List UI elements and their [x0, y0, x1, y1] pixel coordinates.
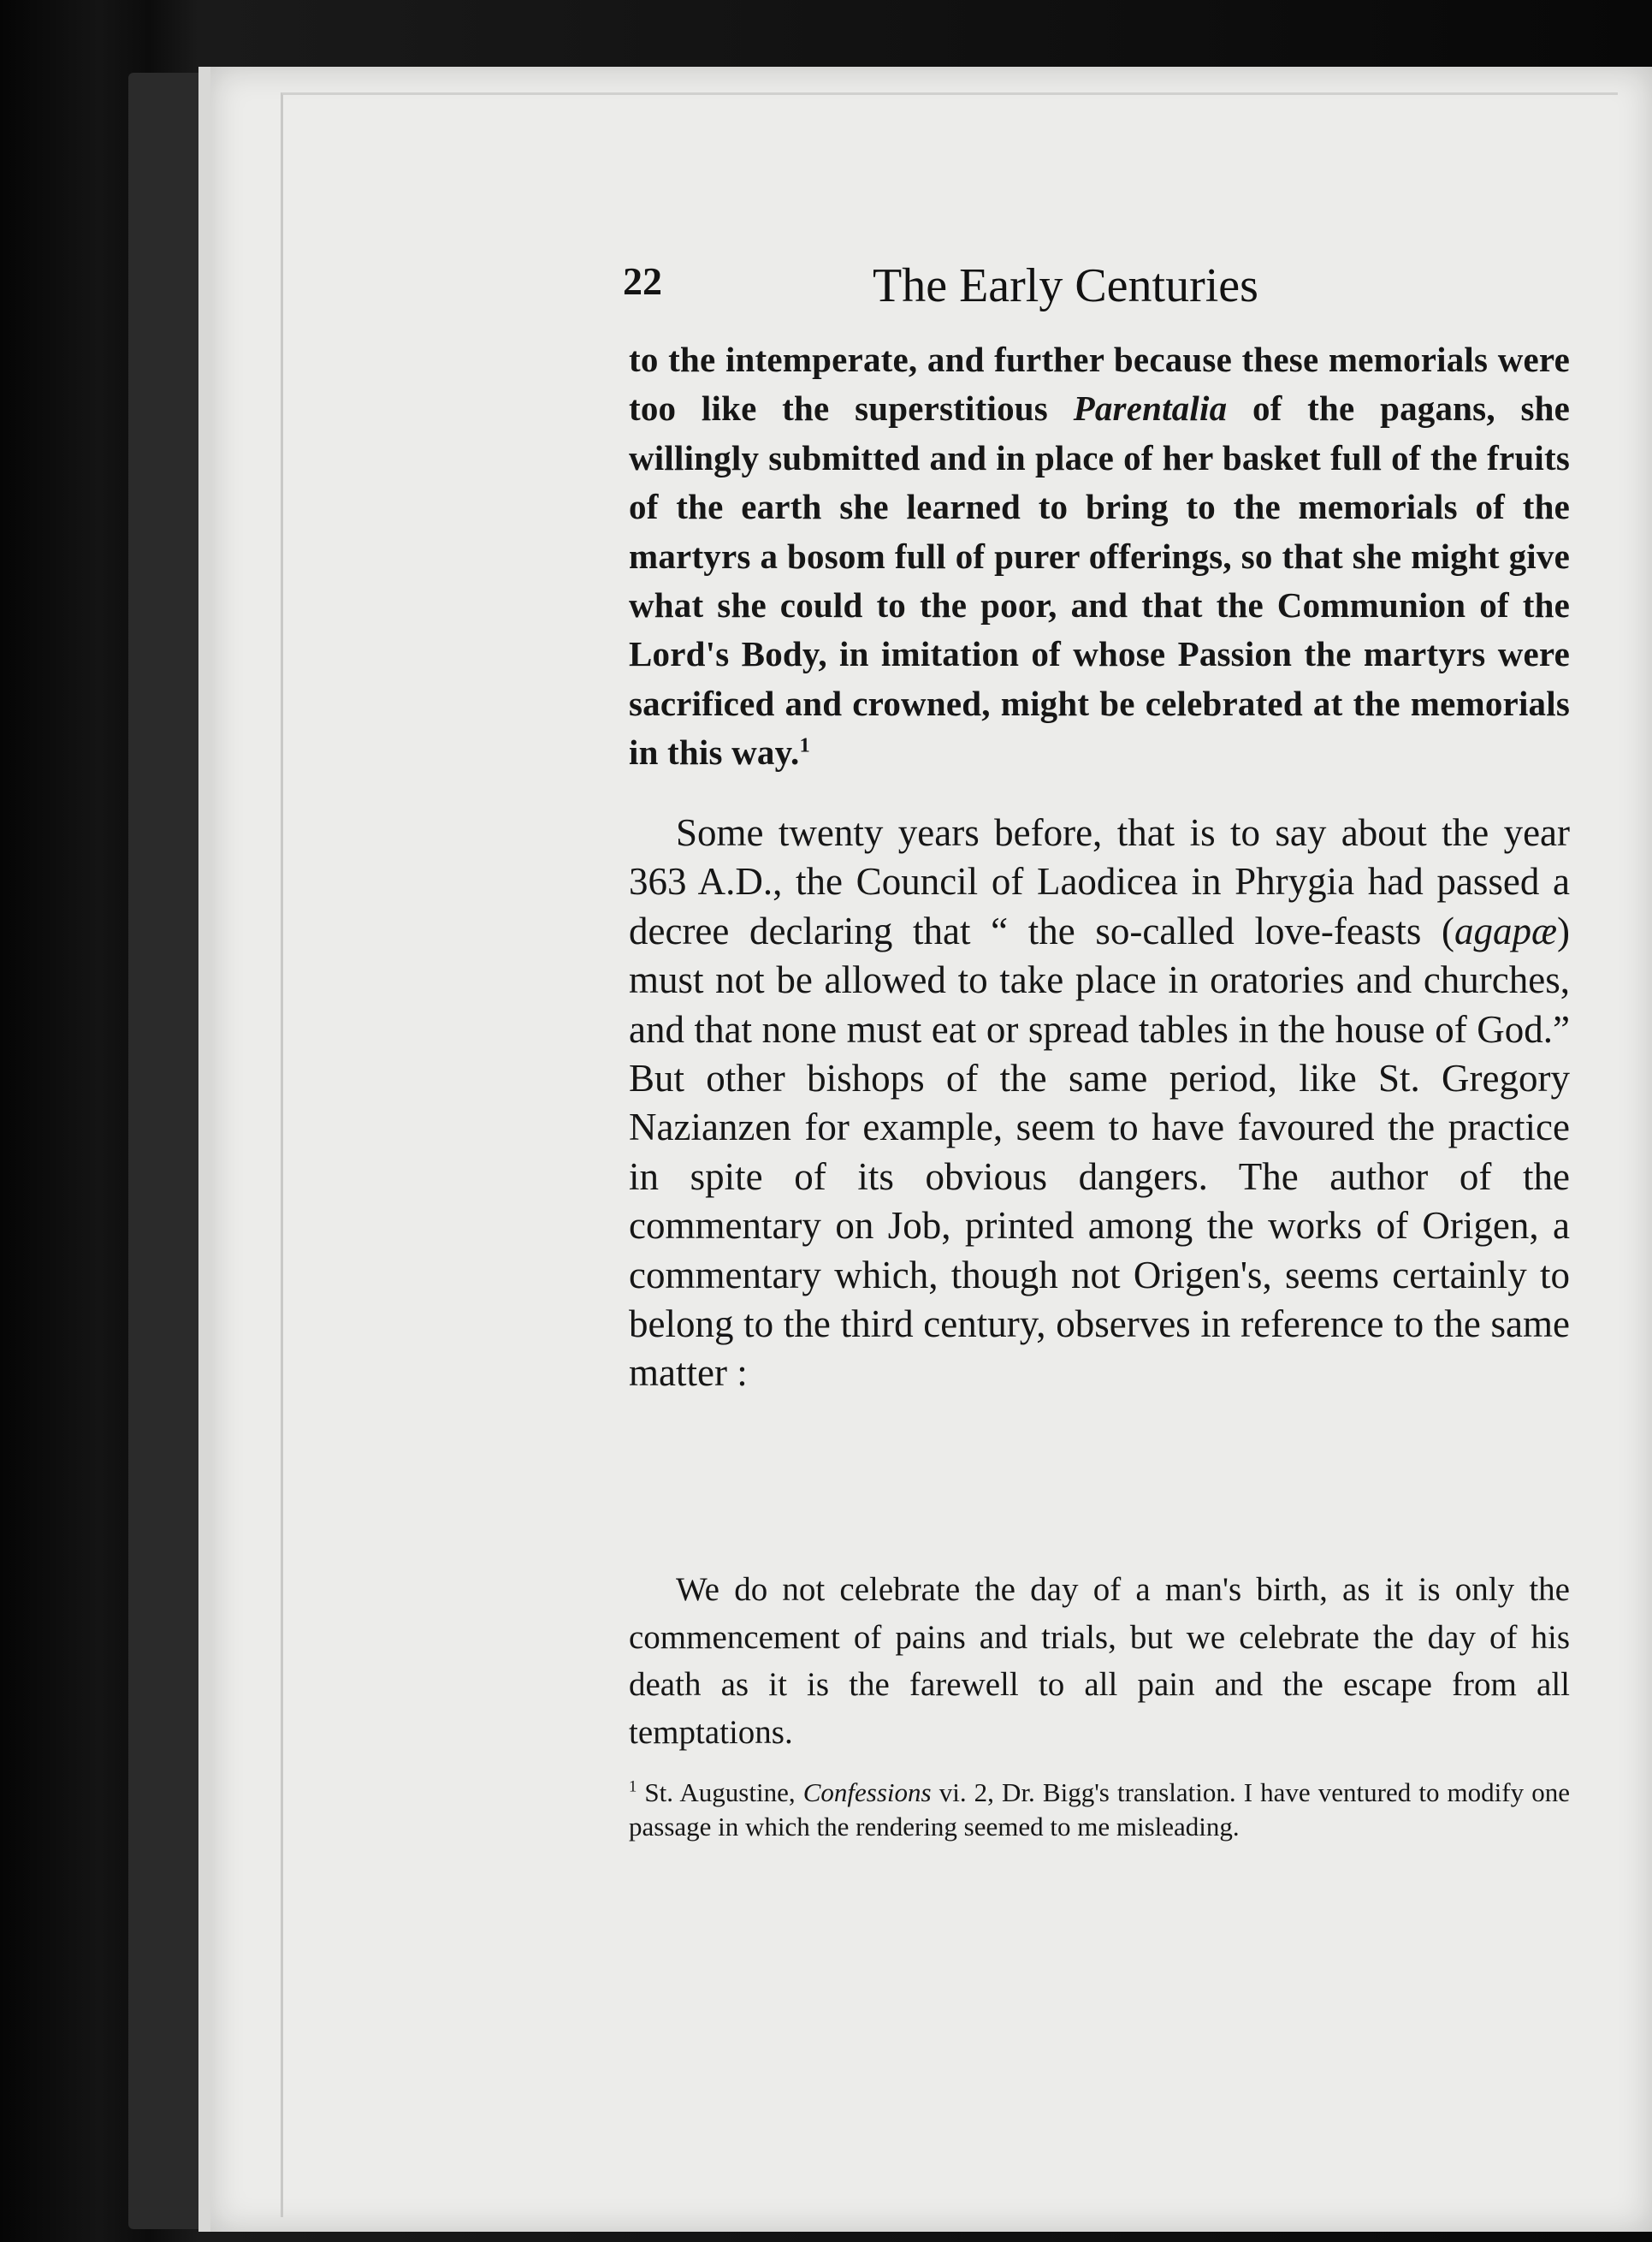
paragraph-2-italic: agapæ — [1454, 909, 1557, 952]
running-head: The Early Centuries — [873, 259, 1258, 312]
paragraph-1-text-b: of the pagans, she willingly submitted and in place of her basket full of the fruits of the earth she learned to bring to the memorials of the martyrs a bosom full of purer offerings, so that she might give what she could to the poor, and that the Communion of the Lord's Body, in imitation of whose Passion the martyrs were sacrificed and crowned, might be celebrated at the memorials in this way. — [629, 388, 1570, 773]
paragraph-2 — [629, 809, 1570, 1398]
footnote-text-a: St. Augustine, — [637, 1777, 803, 1807]
paragraph-1-text-a: to the intemperate, and further because these memorials were too like the superstitious — [629, 340, 1570, 429]
block-quote — [629, 1566, 1570, 1756]
block-quote-text: We do not celebrate the day of a man's birth, as it is only the commencement of pains and trials, but we celebrate the day of his death as it is the farewell to all pain and the escape from all temptations. — [629, 1571, 1570, 1751]
paragraph-1 — [629, 335, 1570, 778]
page-number: 22 — [623, 259, 662, 303]
paragraph-2-text-a: Some twenty years before, that is to say about the year 363 A.D., the Council of Laodicea in Phrygia had passed a decree declaring that “ the so-called love-feasts ( — [629, 811, 1570, 952]
footnote-italic: Confessions — [802, 1777, 932, 1807]
page-header — [428, 258, 1591, 327]
footnote — [629, 1776, 1570, 1844]
paragraph-1-italic: Parentalia — [1073, 388, 1228, 429]
footnote-reference: 1 — [799, 733, 810, 757]
footnote-text-b: vi. 2, Dr. Bigg's translation. I have ventured to modify one passage in which the rendering seemed to me misleading. — [629, 1777, 1570, 1842]
paragraph-2-text-b: ) must not be allowed to take place in oratories and churches, and that none must eat or spread tables in the house of God.” But other bishops of the same period, like St. Gregory Nazianzen for example, seem to have favoured the practice in spite of its obvious dangers. The author of the commentary on Job, printed among the works of Origen, a commentary which, though not Origen's, seems certainly to belong to the third century, observes in reference to the same matter : — [629, 909, 1570, 1395]
footnote-mark: 1 — [629, 1777, 637, 1796]
